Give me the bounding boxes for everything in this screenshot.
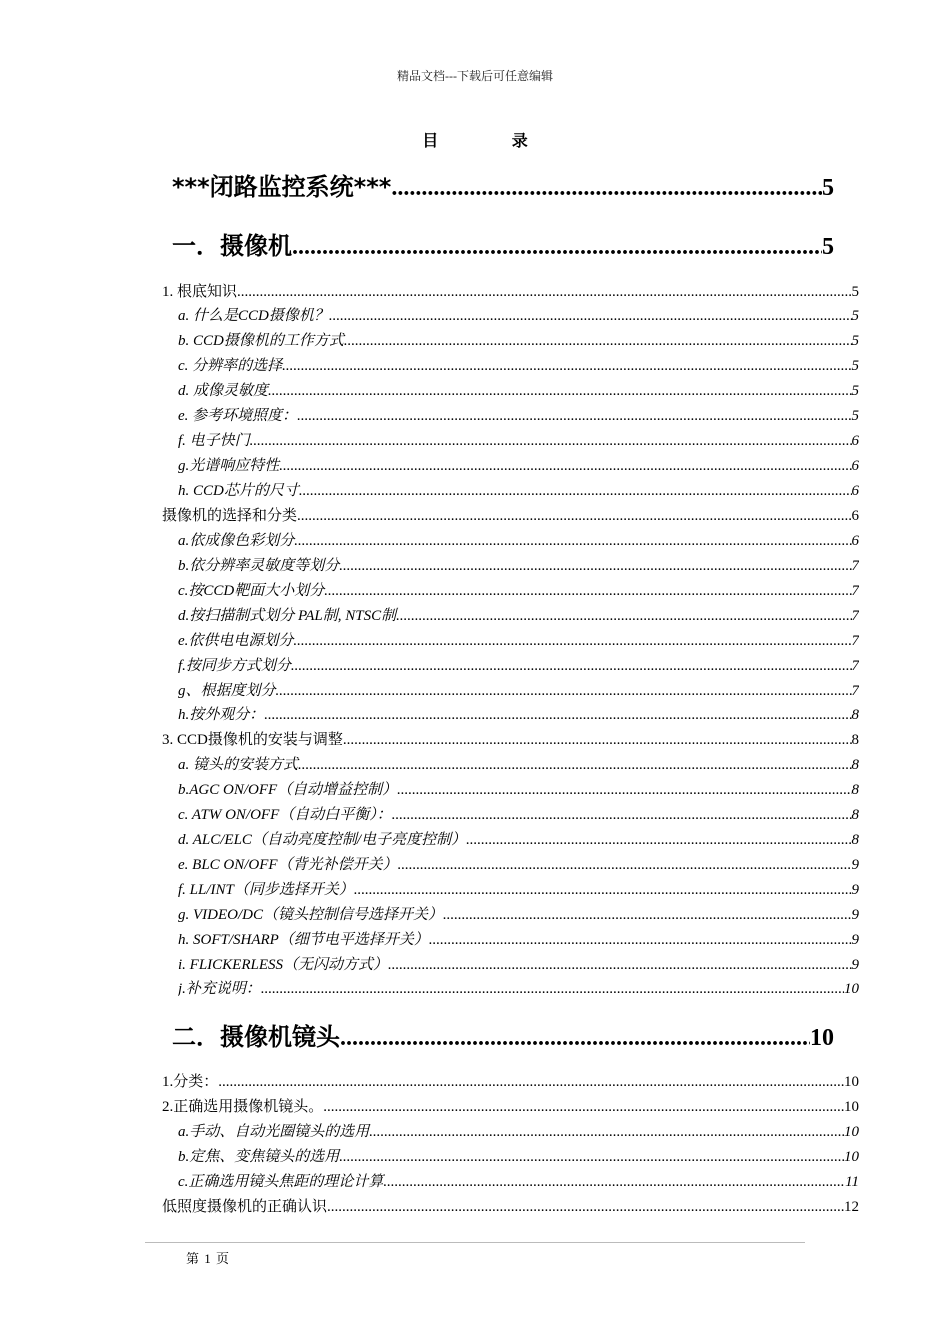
- toc-entry[interactable]: [178, 455, 859, 477]
- toc-entry-page-number: 6: [851, 483, 859, 499]
- toc-entry-label: a. 镜头的安装方式: [178, 757, 299, 773]
- toc-entry-label: c.正确选用镜头焦距的理论计算: [178, 1174, 384, 1190]
- toc-entry[interactable]: [178, 380, 859, 402]
- toc-entry[interactable]: [178, 680, 859, 702]
- toc-leader-dots: [297, 405, 851, 427]
- toc-entry-label: 一．摄像机: [172, 232, 292, 260]
- toc-leader-dots: [369, 1121, 844, 1143]
- toc-entry-label: g. VIDEO/DC（镜头控制信号选择开关）: [178, 907, 443, 923]
- toc-entry[interactable]: [178, 580, 859, 602]
- toc-leader-dots: [429, 929, 852, 951]
- toc-entry[interactable]: [178, 779, 859, 801]
- toc-entry-page-number: 7: [851, 658, 859, 674]
- toc-entry-page-number: 8: [851, 707, 859, 723]
- toc-entry[interactable]: [172, 170, 834, 204]
- toc-entry-label: b.AGC ON/OFF（自动增益控制）: [178, 782, 398, 798]
- toc-leader-dots: [329, 305, 852, 327]
- toc-entry-page-number: 8: [851, 782, 859, 798]
- toc-leader-dots: [339, 1146, 844, 1168]
- toc-entry-page-number: 5: [851, 408, 859, 424]
- toc-entry-page-number: 10: [810, 1025, 834, 1051]
- toc-entry-label: h. CCD芯片的尺寸: [178, 483, 299, 499]
- toc-entry-label: 1. 根底知识: [162, 284, 238, 300]
- toc-leader-dots: [340, 1021, 810, 1054]
- toc-entry-label: 1.分类：: [162, 1074, 219, 1090]
- toc-entry[interactable]: [162, 1071, 859, 1093]
- toc-leader-dots: [298, 754, 851, 776]
- toc-entry[interactable]: [178, 1121, 859, 1143]
- toc-leader-dots: [297, 505, 851, 527]
- toc-entry-label: g、根据度划分: [178, 683, 276, 699]
- toc-leader-dots: [250, 430, 852, 452]
- toc-leader-dots: [237, 281, 851, 303]
- toc-entry-label: b.依分辨率灵敏度等划分: [178, 558, 340, 574]
- toc-leader-dots: [397, 779, 851, 801]
- toc-entry-page-number: 5: [851, 284, 859, 300]
- toc-leader-dots: [218, 1071, 844, 1093]
- toc-leader-dots: [327, 1196, 844, 1218]
- toc-entry-page-number: 7: [851, 558, 859, 574]
- toc-leader-dots: [276, 680, 852, 702]
- toc-entry-label: f. 电子快门: [178, 433, 250, 449]
- toc-entry-label: e. 参考环境照度：: [178, 408, 298, 424]
- toc-entry[interactable]: [162, 729, 859, 751]
- page-header: 精品文档---下载后可任意编辑: [397, 69, 553, 83]
- toc-entry-page-number: 7: [851, 608, 859, 624]
- toc-leader-dots: [261, 978, 844, 1000]
- toc-entry-label: h. SOFT/SHARP（细节电平选择开关）: [178, 932, 429, 948]
- toc-entry-page-number: 7: [851, 633, 859, 649]
- toc-entry-page-number: 9: [851, 957, 859, 973]
- toc-entry-label: 3. CCD摄像机的安装与调整: [162, 732, 343, 748]
- toc-entry-label: h.按外观分：: [178, 707, 265, 723]
- toc-entry-label: 二．摄像机镜头: [172, 1023, 340, 1051]
- toc-leader-dots: [299, 480, 852, 502]
- toc-entry-page-number: 8: [851, 807, 859, 823]
- toc-entry[interactable]: [178, 829, 859, 851]
- footer-page-number: 第 1 页: [186, 1251, 231, 1266]
- toc-entry-page-number: 9: [851, 882, 859, 898]
- toc-entry-page-number: 5: [851, 333, 859, 349]
- toc-entry-label: a.依成像色彩划分: [178, 533, 295, 549]
- toc-title: 目 录: [422, 131, 562, 150]
- toc-entry[interactable]: [162, 505, 859, 527]
- toc-entry-page-number: 8: [851, 732, 859, 748]
- toc-entry[interactable]: [172, 1020, 834, 1054]
- toc-entry-page-number: 7: [851, 683, 859, 699]
- toc-entry[interactable]: [178, 854, 859, 876]
- toc-leader-dots: [293, 630, 851, 652]
- toc-entry-page-number: 5: [822, 234, 834, 260]
- toc-entry[interactable]: [178, 305, 859, 327]
- toc-entry[interactable]: [178, 555, 859, 577]
- toc-entry[interactable]: [178, 405, 859, 427]
- toc-entry-label: 低照度摄像机的正确认识: [162, 1199, 328, 1215]
- toc-entry[interactable]: [172, 229, 834, 263]
- toc-entry[interactable]: [178, 704, 859, 726]
- toc-entry[interactable]: [178, 630, 859, 652]
- toc-leader-dots: [388, 954, 851, 976]
- toc-entry-page-number: 8: [851, 757, 859, 773]
- toc-entry-page-number: 7: [851, 583, 859, 599]
- toc-entry-page-number: 6: [851, 533, 859, 549]
- toc-entry[interactable]: [178, 879, 859, 901]
- toc-entry[interactable]: [178, 430, 859, 452]
- toc-leader-dots: [291, 655, 852, 677]
- toc-leader-dots: [279, 455, 851, 477]
- footer-divider: [145, 1242, 805, 1243]
- toc-entry[interactable]: [178, 530, 859, 552]
- toc-entry[interactable]: [178, 605, 859, 627]
- toc-entry-page-number: 5: [851, 383, 859, 399]
- toc-entry[interactable]: [178, 929, 859, 951]
- toc-leader-dots: [443, 904, 852, 926]
- toc-entry-label: b. CCD摄像机的工作方式: [178, 333, 344, 349]
- toc-entry-label: 2.正确选用摄像机镜头。: [162, 1099, 324, 1115]
- toc-entry[interactable]: [178, 754, 859, 776]
- toc-entry-label: g.光谱响应特性: [178, 458, 280, 474]
- toc-leader-dots: [344, 330, 852, 352]
- toc-entry-label: d. ALC/ELC（自动亮度控制/电子亮度控制）: [178, 832, 467, 848]
- toc-entry[interactable]: [162, 1196, 859, 1218]
- toc-entry-page-number: 12: [844, 1199, 859, 1215]
- toc-leader-dots: [343, 729, 852, 751]
- toc-entry-page-number: 9: [851, 932, 859, 948]
- toc-entry[interactable]: [178, 978, 859, 1000]
- toc-entry-page-number: 10: [844, 1074, 859, 1090]
- toc-entry-page-number: 10: [844, 1099, 859, 1115]
- toc-entry-page-number: 10: [844, 1124, 859, 1140]
- toc-entry[interactable]: [178, 954, 859, 976]
- toc-entry[interactable]: [178, 330, 859, 352]
- toc-leader-dots: [466, 829, 851, 851]
- toc-entry-label: c.按CCD靶面大小划分: [178, 583, 325, 599]
- toc-entry-label: e.依供电电源划分: [178, 633, 294, 649]
- toc-entry-page-number: 9: [851, 907, 859, 923]
- toc-leader-dots: [282, 355, 851, 377]
- toc-entry[interactable]: [178, 655, 859, 677]
- toc-entry-page-number: 5: [851, 358, 859, 374]
- toc-entry-page-number: 8: [851, 832, 859, 848]
- toc-leader-dots: [292, 230, 822, 263]
- toc-entry-page-number: 11: [845, 1174, 859, 1190]
- toc-entry[interactable]: [178, 480, 859, 502]
- toc-entry[interactable]: [162, 1096, 859, 1118]
- toc-entry[interactable]: [178, 1171, 859, 1193]
- toc-entry[interactable]: [178, 804, 859, 826]
- toc-entry-label: a.手动、自动光圈镜头的选用: [178, 1124, 370, 1140]
- toc-entry-page-number: 9: [851, 857, 859, 873]
- toc-entry[interactable]: [178, 355, 859, 377]
- toc-leader-dots: [396, 605, 851, 627]
- toc-leader-dots: [264, 704, 851, 726]
- toc-entry-label: i. FLICKERLESS（无闪动方式）: [178, 957, 389, 973]
- toc-entry-page-number: 6: [851, 433, 859, 449]
- toc-leader-dots: [392, 804, 852, 826]
- toc-entry[interactable]: [178, 1146, 859, 1168]
- toc-leader-dots: [383, 1171, 845, 1193]
- toc-entry-label: f.按同步方式划分: [178, 658, 291, 674]
- toc-entry[interactable]: [162, 281, 859, 303]
- toc-leader-dots: [294, 530, 851, 552]
- toc-entry-label: j.补充说明：: [178, 981, 261, 997]
- toc-entry-page-number: 10: [844, 1149, 859, 1165]
- toc-entry-label: f. LL/INT（同步选择开关）: [178, 882, 354, 898]
- toc-entry[interactable]: [178, 904, 859, 926]
- toc-entry-label: d.按扫描制式划分 PAL制, NTSC制: [178, 608, 397, 624]
- toc-entry-label: c. ATW ON/OFF（自动白平衡）：: [178, 807, 392, 823]
- toc-entry-page-number: 6: [851, 458, 859, 474]
- toc-entry-page-number: 5: [822, 175, 834, 201]
- toc-leader-dots: [268, 380, 851, 402]
- toc-leader-dots: [398, 854, 852, 876]
- toc-entry-page-number: 6: [851, 508, 859, 524]
- toc-entry-label: e. BLC ON/OFF（背光补偿开关）: [178, 857, 398, 873]
- toc-entry-label: ***闭路监控系统***: [172, 173, 392, 201]
- toc-leader-dots: [323, 1096, 844, 1118]
- toc-leader-dots: [324, 580, 851, 602]
- toc-entry-label: c. 分辨率的选择: [178, 358, 283, 374]
- toc-leader-dots: [354, 879, 852, 901]
- toc-entry-label: d. 成像灵敏度: [178, 383, 269, 399]
- toc-entry-label: b.定焦、变焦镜头的选用: [178, 1149, 340, 1165]
- toc-entry-page-number: 5: [851, 308, 859, 324]
- toc-leader-dots: [339, 555, 851, 577]
- toc-leader-dots: [391, 171, 822, 204]
- toc-entry-label: 摄像机的选择和分类: [162, 508, 298, 524]
- toc-entry-label: a. 什么是CCD摄像机？: [178, 308, 329, 324]
- toc-entry-page-number: 10: [844, 981, 859, 997]
